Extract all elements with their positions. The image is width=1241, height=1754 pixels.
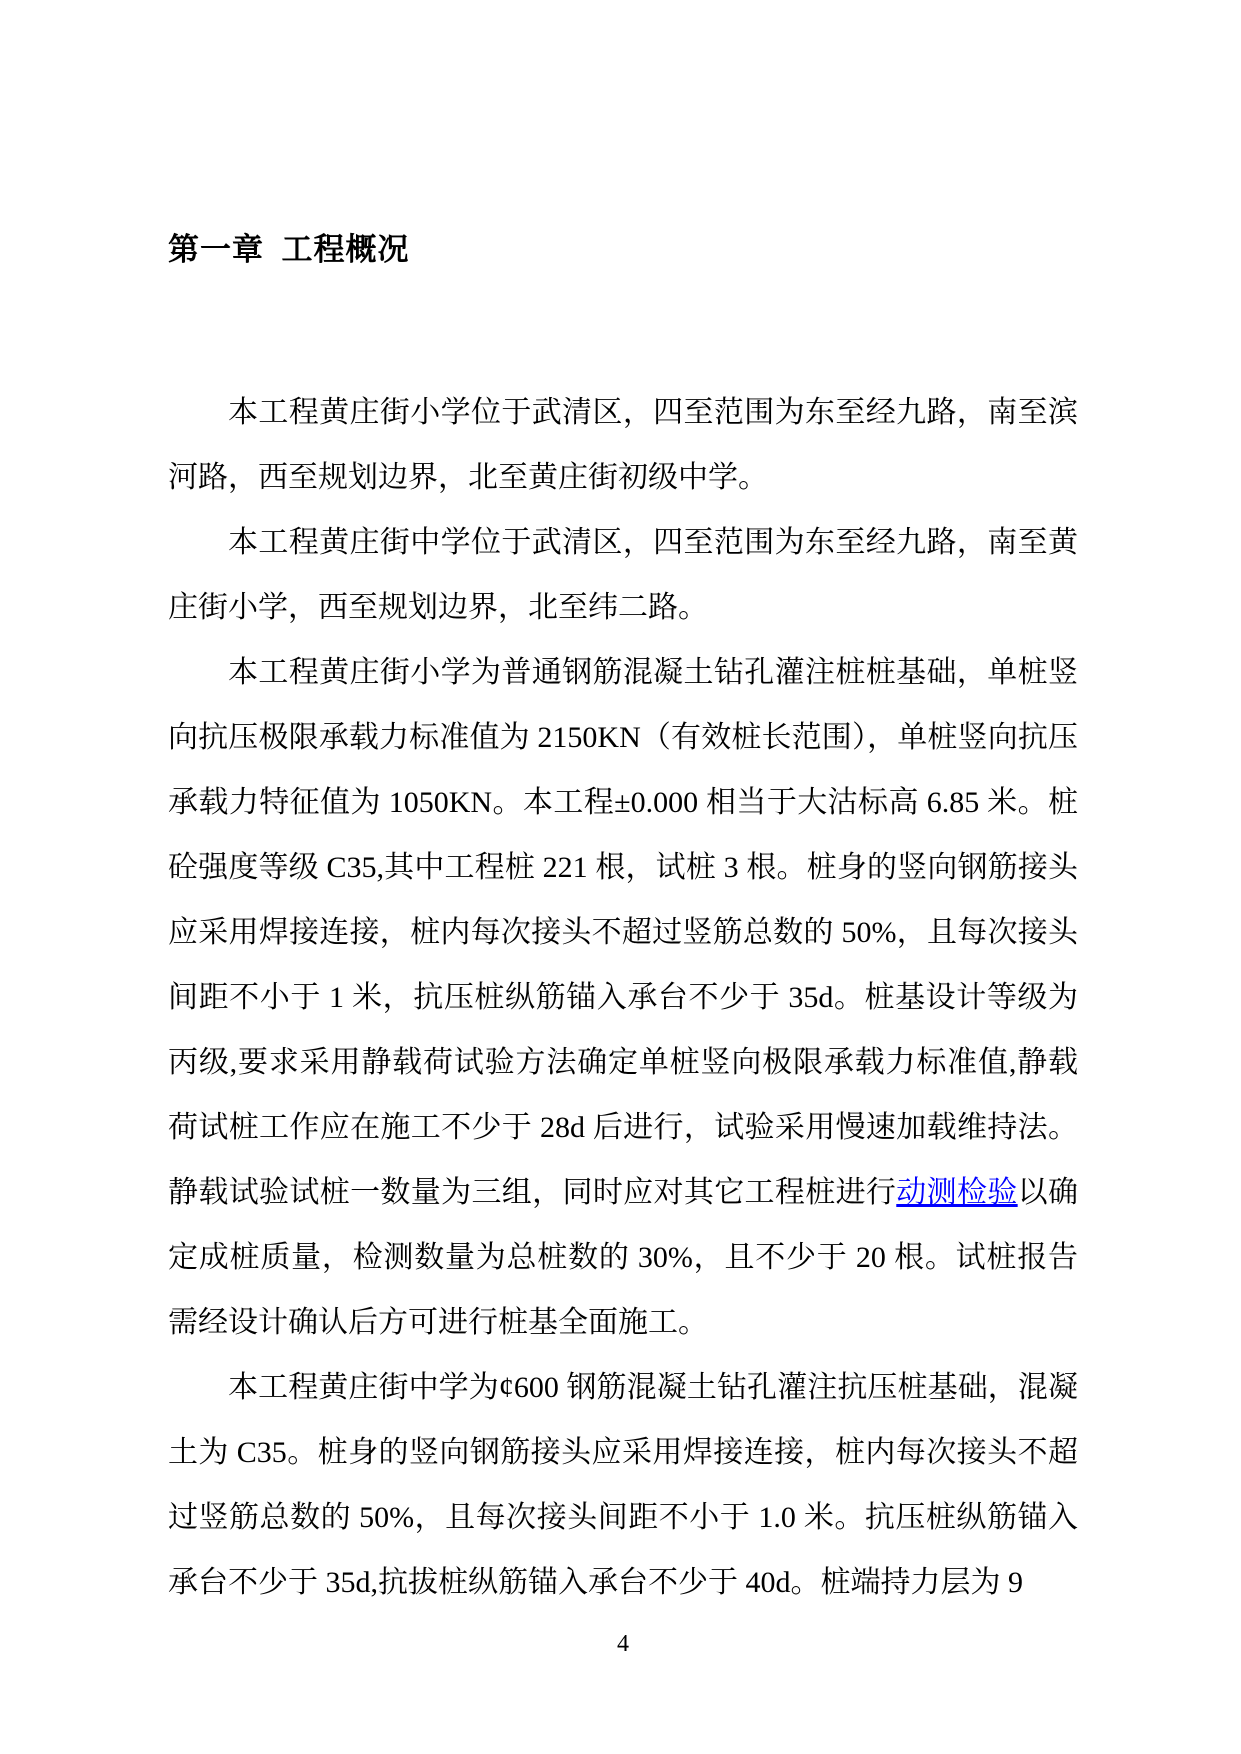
chapter-heading: 第一章 工程概况 xyxy=(168,232,410,267)
document-body xyxy=(168,380,1078,1615)
dynamic-test-link[interactable]: 动测检验 xyxy=(896,1176,1018,1209)
page-number: 4 xyxy=(617,1631,629,1657)
paragraph-middle-school-piles: 本工程黄庄街中学为¢600 钢筋混凝土钻孔灌注抗压桩基础，混凝土为 C35。桩身的竖向钢筋接头应采用焊接连接，桩内每次接头不超过竖筋总数的 50%，且每次接头间距不小于 1.0 米。抗压桩纵筋锚入承台不少于 35d,抗拔桩纵筋锚入承台不少于 40d。桩端持力层为 9 xyxy=(168,1371,1078,1599)
paragraph-primary-school-piles xyxy=(168,640,1078,1355)
paragraph-middle-school-location: 本工程黄庄街中学位于武清区，四至范围为东至经九路，南至黄庄街小学，西至规划边界，北至纬二路。 xyxy=(168,526,1078,624)
paragraph-pile-spec-text-after: 以确定成桩质量，检测数量为总桩数的 30%，且不少于 20 根。试桩报告需经设计确认后方可进行桩基全面施工。 xyxy=(168,1176,1079,1339)
paragraph-school-location: 本工程黄庄街小学位于武清区，四至范围为东至经九路，南至滨河路，西至规划边界，北至黄庄街初级中学。 xyxy=(168,396,1078,494)
paragraph-pile-spec-text: 本工程黄庄街小学为普通钢筋混凝土钻孔灌注桩桩基础，单桩竖向抗压极限承载力标准值为 2150KN（有效桩长范围），单桩竖向抗压承载力特征值为 1050KN。本工程±0.000 相当于大沽标高 6.85 米。桩砼强度等级 C35,其中工程桩 221 根，试桩 3 根。桩身的竖向钢筋接头应采用焊接连接，桩内每次接头不超过竖筋总数的 50%，且每次接头间距不小于 1 米，抗压桩纵筋锚入承台不少于 35d。桩基设计等级为丙级,要求采用静载荷试验方法确定单桩竖向极限承载力标准值,静载荷试桩工作应在施工不少于 28d 后进行，试验采用慢速加载维持法。静载试验试桩一数量为三组，同时应对其它工程桩进行 xyxy=(168,656,1078,1209)
